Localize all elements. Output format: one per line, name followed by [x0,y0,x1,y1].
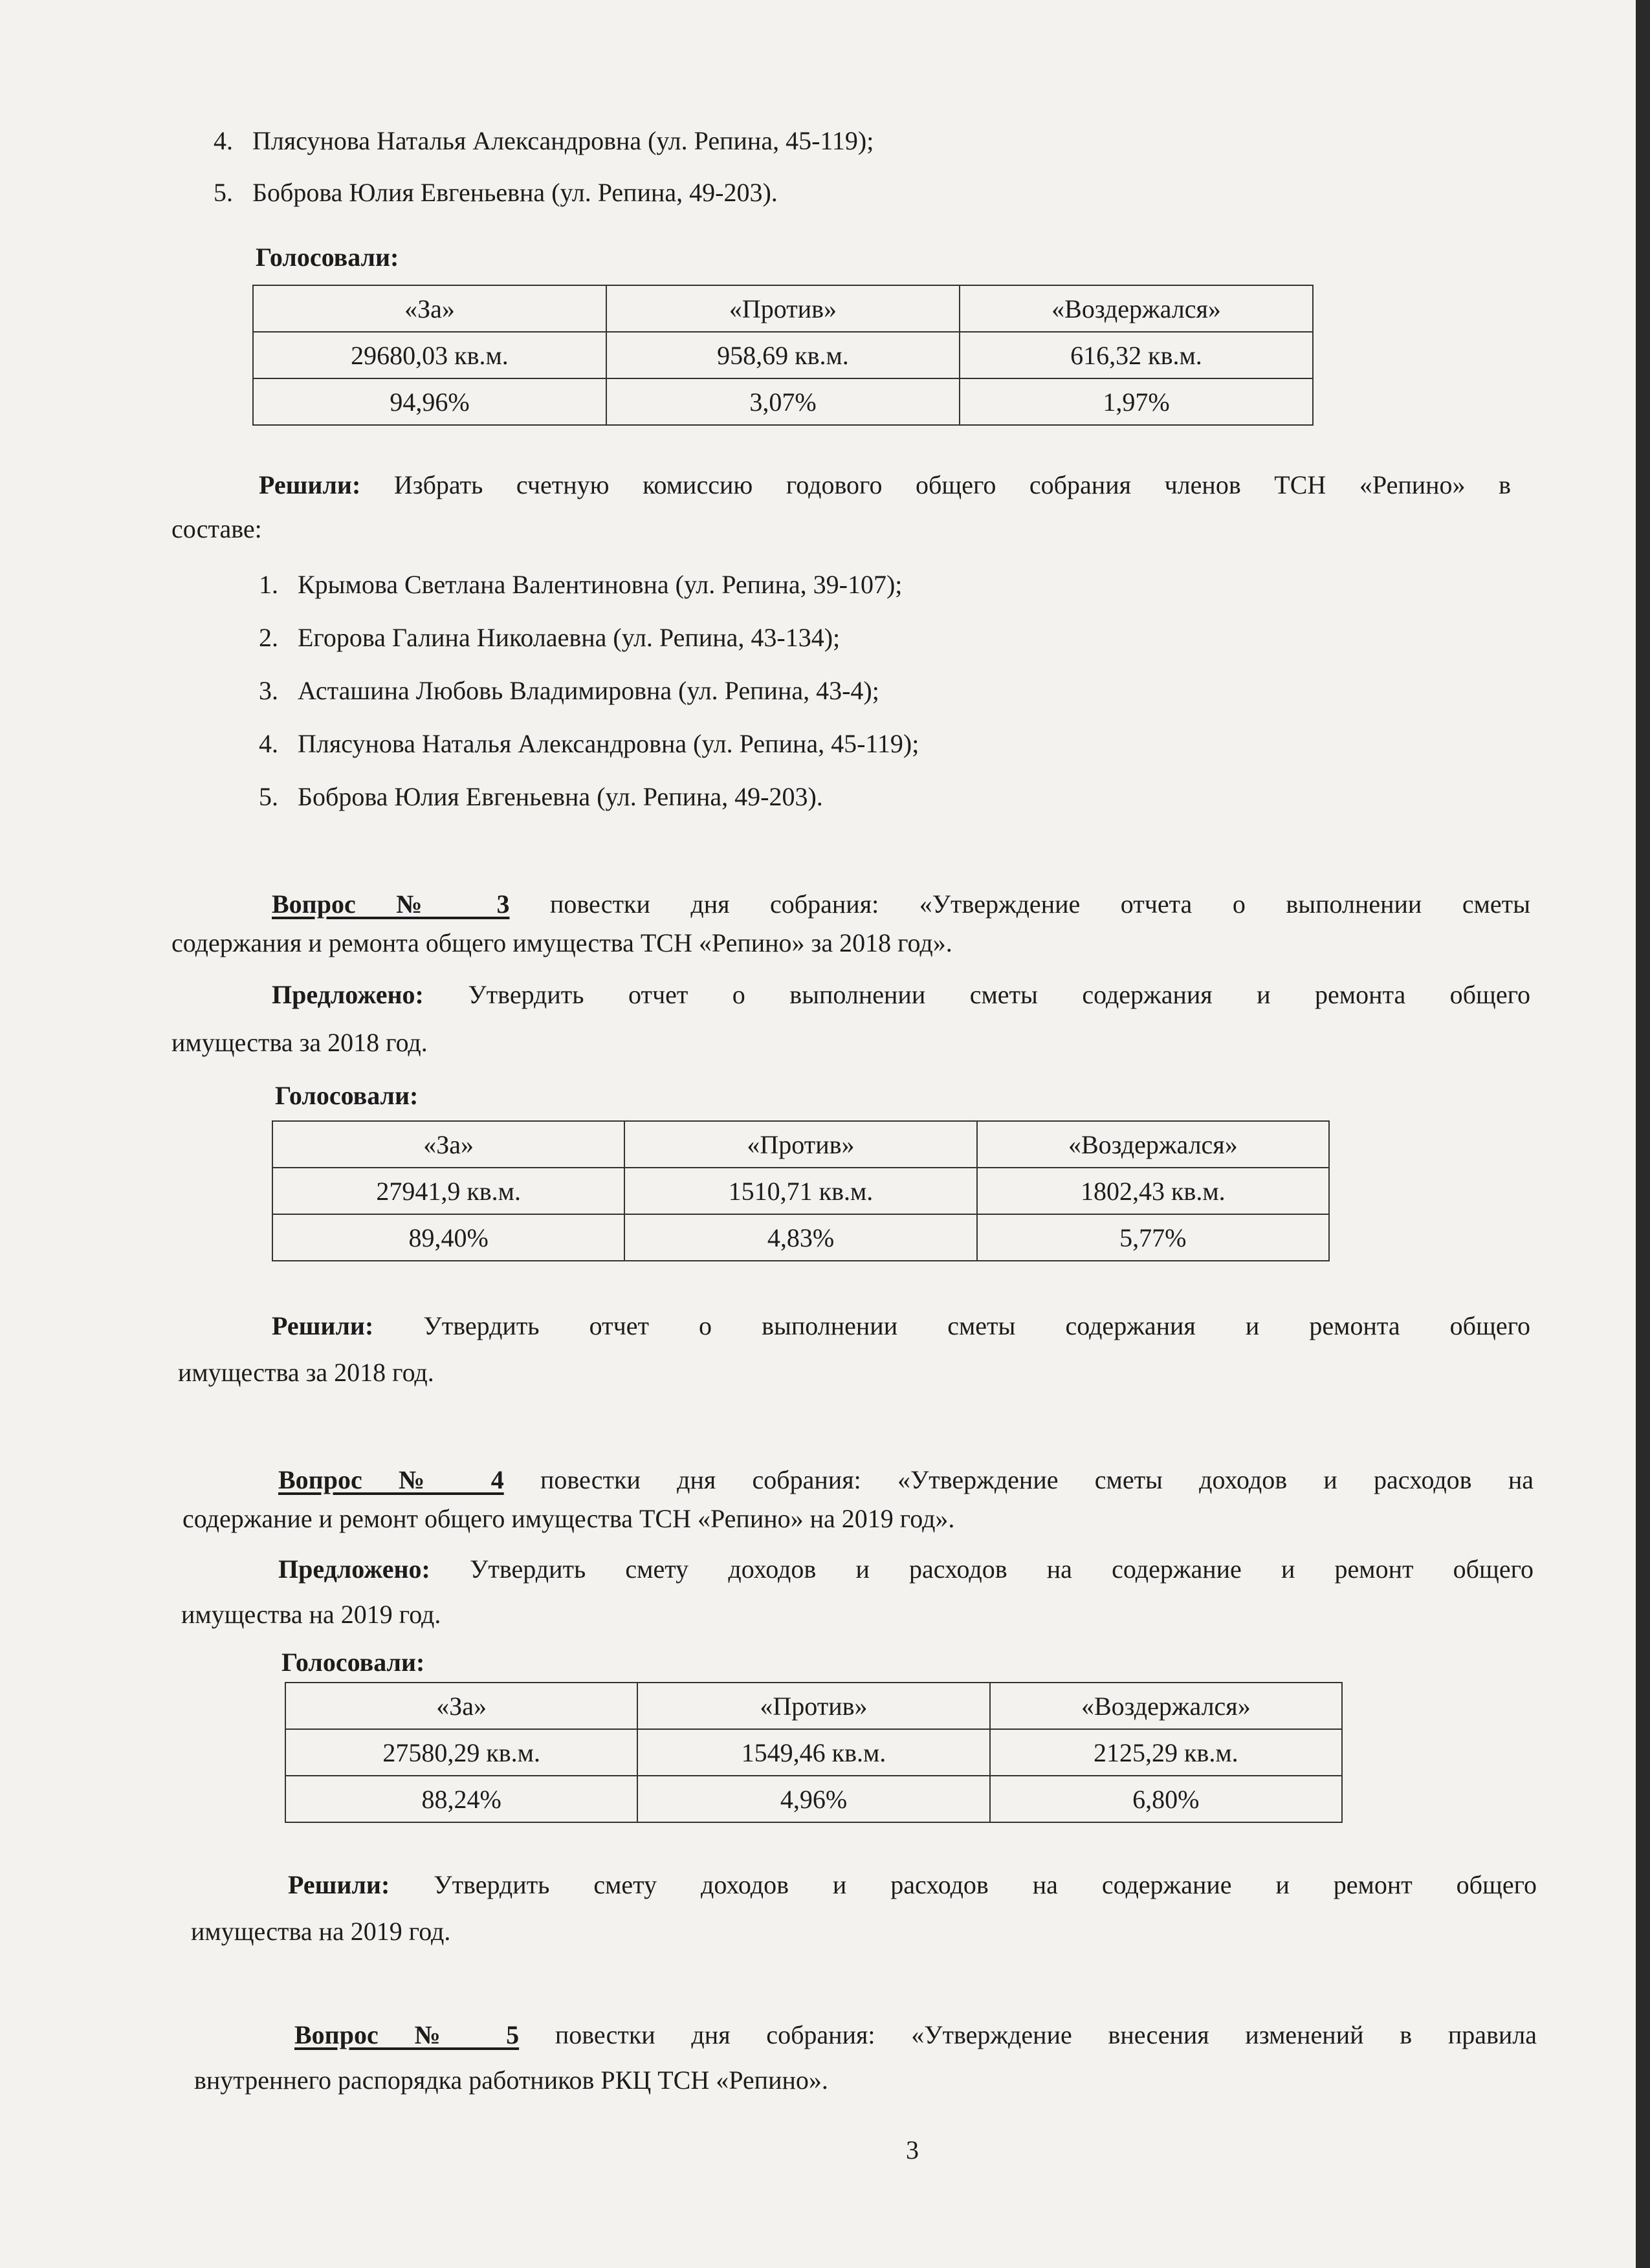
list-item: 4. Плясунова Наталья Александровна (ул. Репина, 45-119); [259,729,919,758]
header-for: «За» [253,285,606,332]
decided-paragraph: Решили: Утвердить отчет о выполнении сметы содержания и ремонта общего [272,1311,1530,1340]
scan-edge [1636,0,1650,2268]
table-row [253,285,1313,332]
vote-table-q2 [252,285,1314,426]
decided-paragraph: Решили: Утвердить смету доходов и расходов на содержание и ремонт общего [288,1870,1537,1899]
voted-label: Голосовали: [275,1081,419,1110]
voted-label: Голосовали: [281,1648,425,1677]
decided-text: имущества за 2018 год. [178,1358,434,1387]
question-3-heading: Вопрос № 3 повестки дня собрания: «Утверждение отчета о выполнении сметы [272,889,1531,919]
table-row: 27580,29 кв.м. 1549,46 кв.м. 2125,29 кв.м. [285,1729,1342,1776]
question-3-text: содержания и ремонта общего имущества ТСН «Репино» за 2018 год». [171,928,952,957]
decided-text: имущества на 2019 год. [191,1917,451,1946]
question-5-text: внутреннего распорядка работников РКЦ ТСН «Репино». [194,2066,828,2095]
table-row: 29680,03 кв.м. 958,69 кв.м. 616,32 кв.м. [253,332,1313,378]
proposed-text: имущества на 2019 год. [181,1600,441,1629]
list-item: 5. Боброва Юлия Евгеньевна (ул. Репина, 49-203). [259,782,823,811]
list-item: 4. Плясунова Наталья Александровна (ул. Репина, 45-119); [214,126,874,155]
decided-paragraph: Решили: Избрать счетную комиссию годового общего собрания членов ТСН «Репино» в [259,470,1512,499]
table-row: «За» «Против» «Воздержался» [272,1121,1329,1168]
question-4-heading: Вопрос № 4 повестки дня собрания: «Утверждение сметы доходов и расходов на [278,1465,1534,1494]
question-5-heading: Вопрос № 5 повестки дня собрания: «Утверждение внесения изменений в правила [294,2020,1537,2049]
voted-label: Голосовали: [256,243,399,272]
page-number: 3 [906,2135,919,2164]
vote-table-q3 [272,1120,1330,1261]
list-item: 1. Крымова Светлана Валентиновна (ул. Репина, 39-107); [259,570,903,599]
proposed-paragraph: Предложено: Утвердить смету доходов и расходов на содержание и ремонт общего [278,1554,1534,1584]
proposed-text: имущества за 2018 год. [171,1028,428,1057]
list-item: 5. Боброва Юлия Евгеньевна (ул. Репина, 49-203). [214,178,778,207]
proposed-paragraph: Предложено: Утвердить отчет о выполнении сметы содержания и ремонта общего [272,980,1530,1009]
list-item: 3. Асташина Любовь Владимировна (ул. Репина, 43-4); [259,676,879,705]
table-row: 89,40% 4,83% 5,77% [272,1214,1329,1261]
header-against: «Против» [606,285,960,332]
list-item: 2. Егорова Галина Николаевна (ул. Репина, 43-134); [259,623,841,652]
decided-text: составе: [171,514,262,543]
header-abstained: «Воздержался» [960,285,1313,332]
vote-table-q4 [285,1682,1343,1823]
table-row: 94,96% 3,07% 1,97% [253,378,1313,425]
table-row: 88,24% 4,96% 6,80% [285,1776,1342,1822]
table-row: 27941,9 кв.м. 1510,71 кв.м. 1802,43 кв.м. [272,1168,1329,1214]
question-4-text: содержание и ремонт общего имущества ТСН «Репино» на 2019 год». [182,1504,955,1533]
table-row: «За» «Против» «Воздержался» [285,1683,1342,1729]
